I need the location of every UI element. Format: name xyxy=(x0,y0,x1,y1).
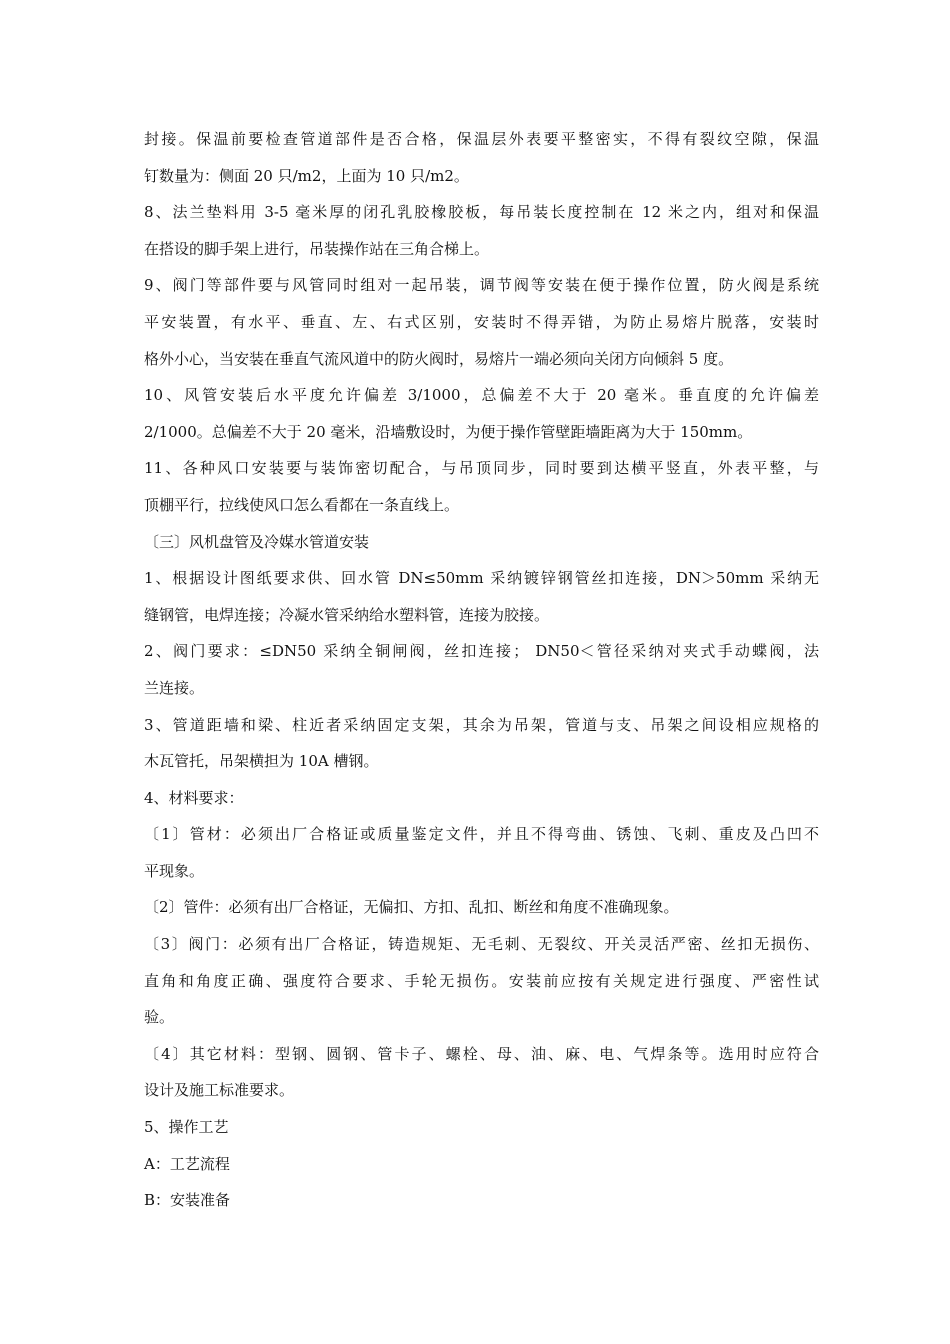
text-line: 4、材料要求： xyxy=(144,788,244,807)
text-line: 〔1〕管材：必须出厂合格证或质量鉴定文件，并且不得弯曲、锈蚀、飞刺、重皮及凸凹不 xyxy=(144,825,819,844)
document-body xyxy=(144,121,819,1219)
text-line: 平现象。 xyxy=(144,861,205,880)
text-line: 1、根据设计图纸要求供、回水管 DN≤50mm 采纳镀锌钢管丝扣连接，DN＞50mm 采纳无 xyxy=(144,569,819,588)
text-line: 设计及施工标准要求。 xyxy=(144,1081,295,1100)
text-line: 10、风管安装后水平度允许偏差 3/1000，总偏差不大于 20 毫米。垂直度的允许偏差 xyxy=(144,386,819,405)
text-line: 缝钢管，电焊连接；冷凝水管采纳给水塑料管，连接为胶接。 xyxy=(144,605,550,624)
text-line: 〔3〕阀门：必须有出厂合格证，铸造规矩、无毛刺、无裂纹、开关灵活严密、丝扣无损伤、 xyxy=(144,935,819,954)
text-line: 3、管道距墙和梁、柱近者采纳固定支架，其余为吊架，管道与支、吊架之间设相应规格的 xyxy=(144,715,819,734)
text-line: 直角和角度正确、强度符合要求、手轮无损伤。安装前应按有关规定进行强度、严密性试 xyxy=(144,971,819,990)
text-line: A：工艺流程 xyxy=(144,1154,230,1173)
text-line: 〔4〕其它材料：型钢、圆钢、管卡子、螺栓、母、油、麻、电、气焊条等。选用时应符合 xyxy=(144,1044,819,1063)
text-line: B：安装准备 xyxy=(144,1191,231,1210)
text-line: 〔2〕管件：必须有出厂合格证，无偏扣、方扣、乱扣、断丝和角度不准确现象。 xyxy=(144,898,679,917)
text-line: 2/1000。总偏差不大于 20 毫米，沿墙敷设时，为便于操作管壁距墙距离为大于 150mm。 xyxy=(144,422,753,441)
text-line: 验。 xyxy=(144,1008,175,1027)
text-line: 2、阀门要求：≤DN50 采纳全铜闸阀，丝扣连接； DN50＜管径采纳对夹式手动蝶阀，法 xyxy=(144,642,819,661)
text-line: 封接。保温前要检查管道部件是否合格，保温层外表要平整密实，不得有裂纹空隙，保温 xyxy=(144,130,819,148)
text-line: 格外小心，当安装在垂直气流风道中的防火阀时，易熔片一端必须向关闭方向倾斜 5 度。 xyxy=(144,349,734,368)
text-line: 在搭设的脚手架上进行，吊装操作站在三角合梯上。 xyxy=(144,239,490,258)
text-line: 钉数量为：侧面 20 只/m2，上面为 10 只/m2。 xyxy=(144,166,469,185)
text-line: 木瓦管托，吊架横担为 10A 槽钢。 xyxy=(144,752,379,771)
text-line: 5、操作工艺 xyxy=(144,1118,229,1137)
text-line: 顶棚平行，拉线使风口怎么看都在一条直线上。 xyxy=(144,495,460,514)
text-line: 11、各种风口安装要与装饰密切配合，与吊顶同步，同时要到达横平竖直，外表平整，与 xyxy=(144,459,819,478)
text-line: 〔三〕风机盘管及冷媒水管道安装 xyxy=(144,532,370,551)
text-line: 平安装置，有水平、垂直、左、右式区别，安装时不得弄错，为防止易熔片脱落，安装时 xyxy=(144,312,819,331)
text-line: 8、法兰垫料用 3-5 毫米厚的闭孔乳胶橡胶板，每吊装长度控制在 12 米之内，组对和保温 xyxy=(144,203,819,222)
text-line: 兰连接。 xyxy=(144,678,205,697)
text-line: 9、阀门等部件要与风管同时组对一起吊装，调节阀等安装在便于操作位置，防火阀是系统 xyxy=(144,276,819,295)
